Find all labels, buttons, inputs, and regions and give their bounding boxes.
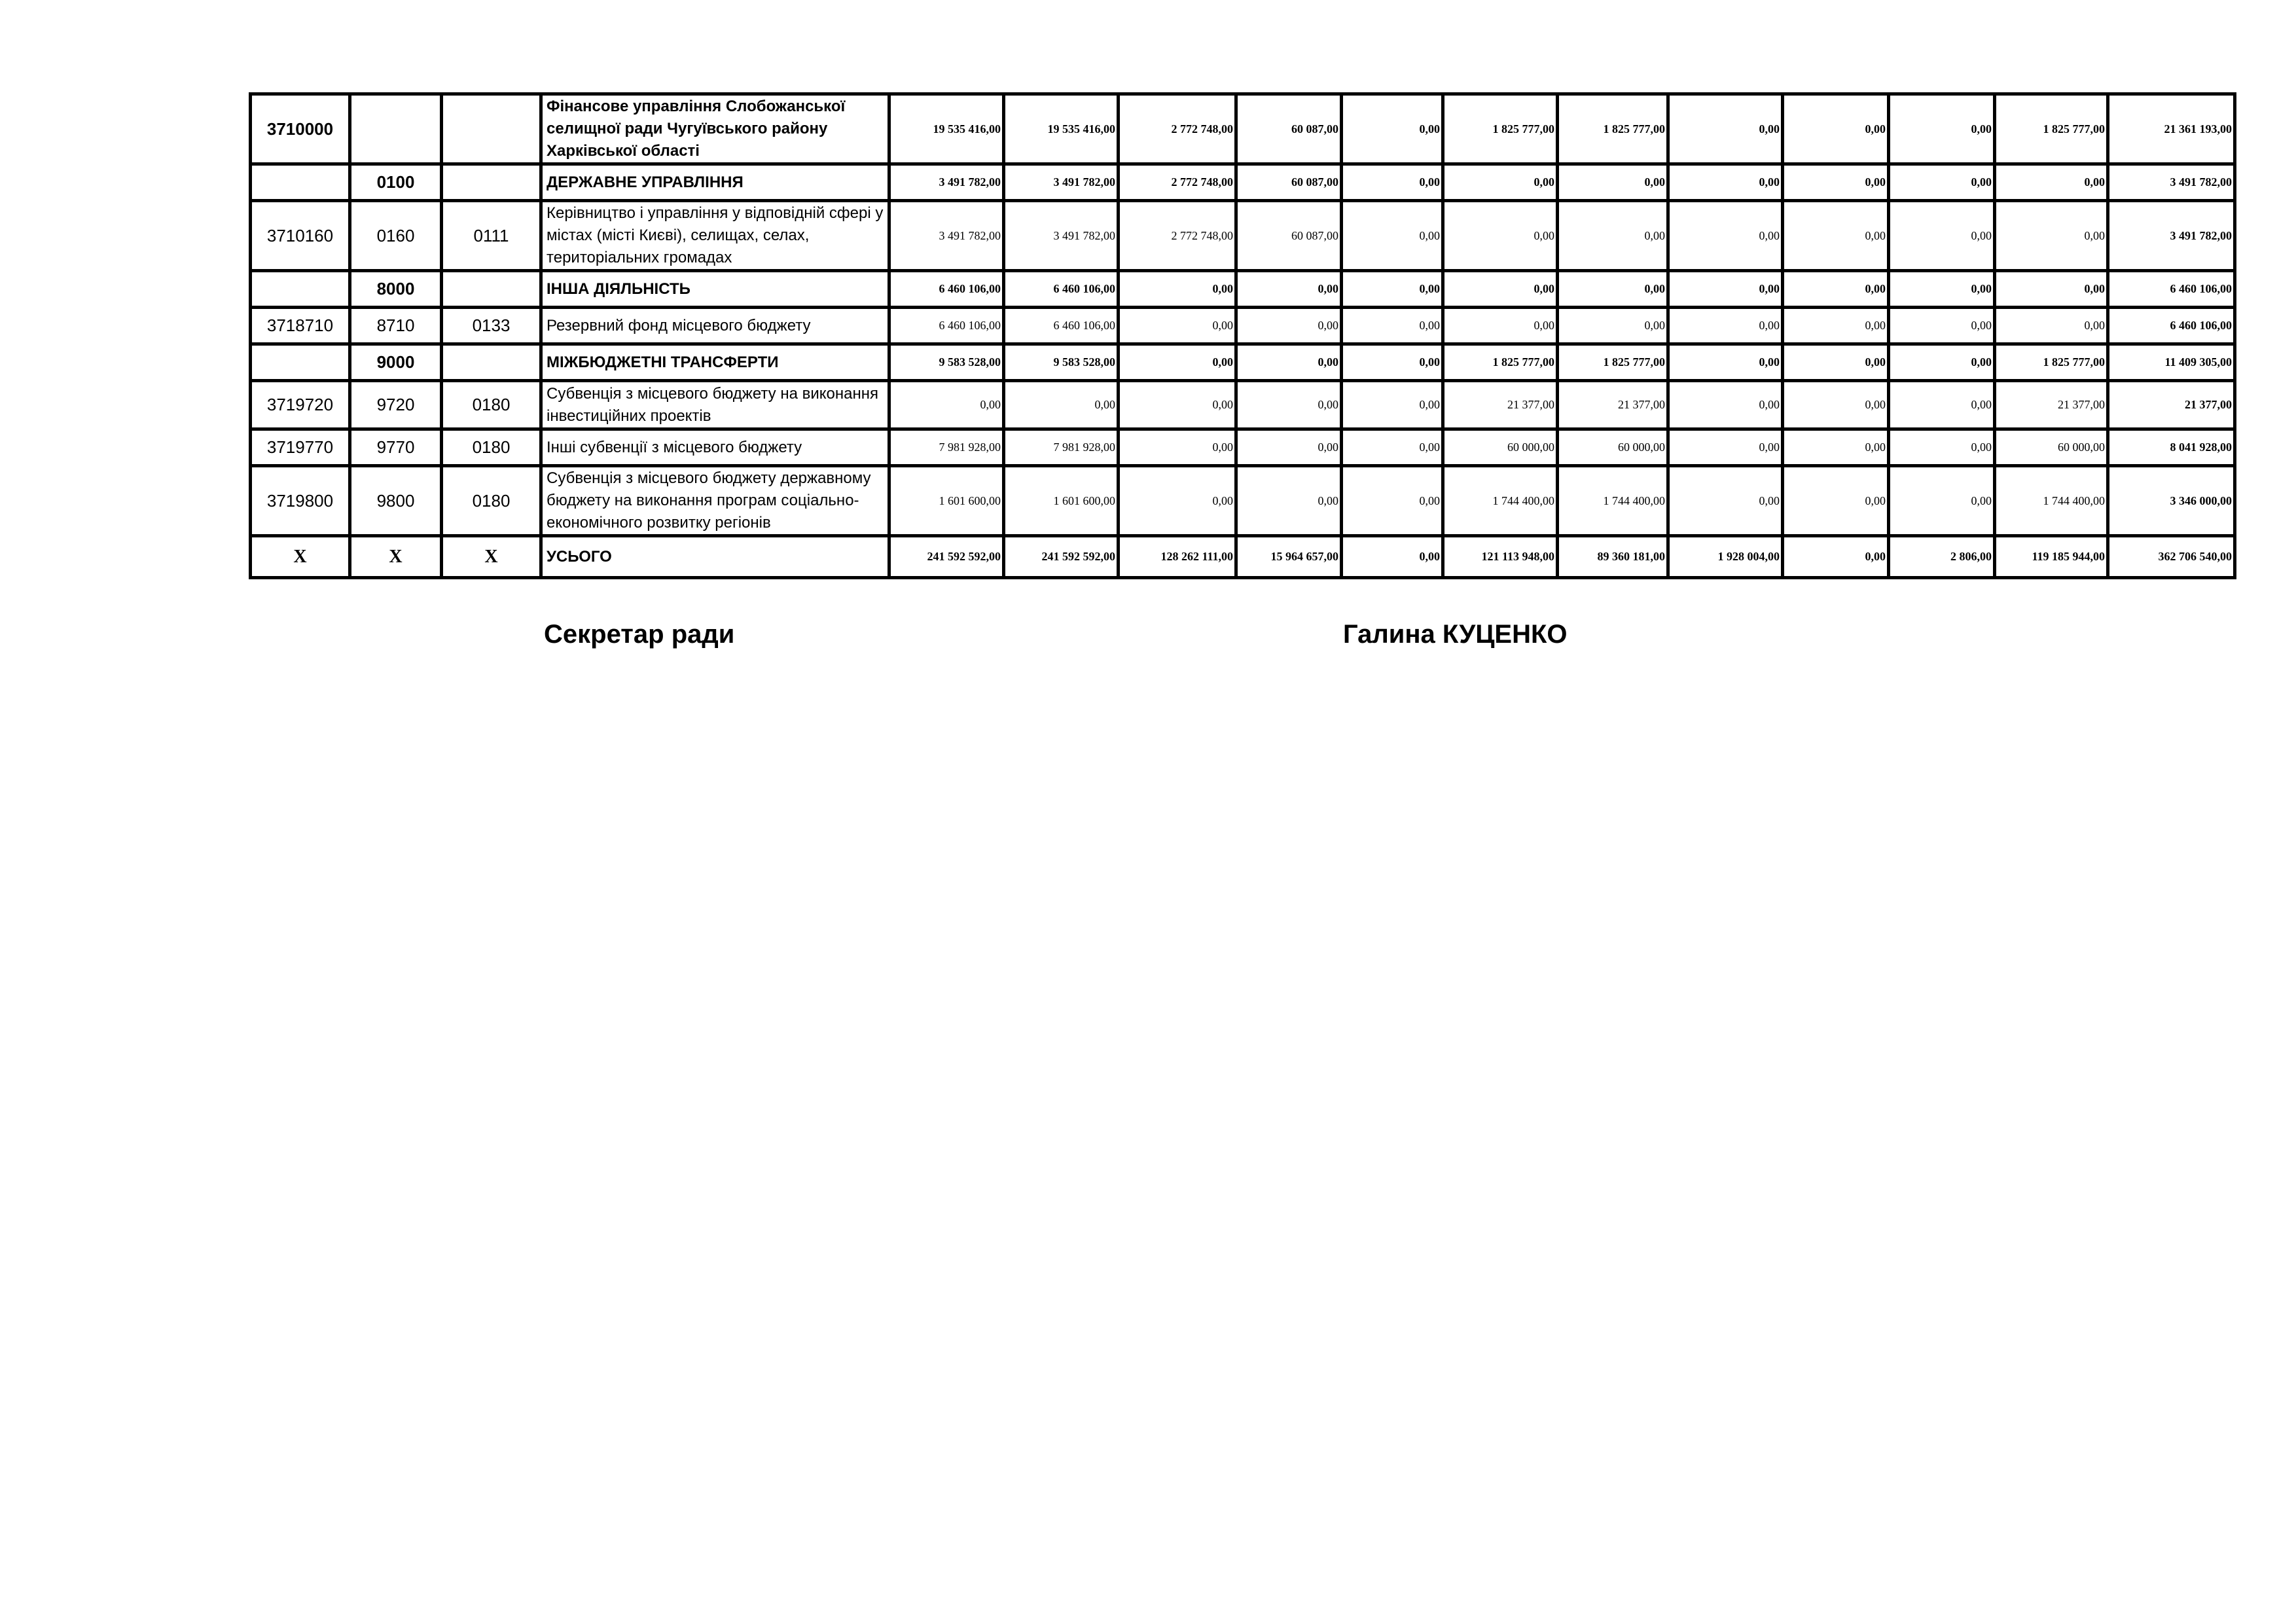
cell-value: 0,00 — [1668, 94, 1783, 164]
cell-code-1: 3719770 — [251, 429, 350, 466]
cell-value: 0,00 — [1889, 344, 1995, 381]
cell-value: 1 825 777,00 — [1443, 94, 1558, 164]
cell-value: 0,00 — [1995, 164, 2108, 201]
cell-value: 1 744 400,00 — [1443, 466, 1558, 536]
cell-value: 0,00 — [1783, 429, 1889, 466]
cell-value: 6 460 106,00 — [2108, 271, 2235, 308]
cell-name: ДЕРЖАВНЕ УПРАВЛІННЯ — [541, 164, 889, 201]
cell-value: 0,00 — [1342, 271, 1443, 308]
cell-code-3: 0180 — [442, 429, 541, 466]
cell-value: 7 981 928,00 — [889, 429, 1004, 466]
cell-value: 2 806,00 — [1889, 536, 1995, 578]
cell-value: 60 087,00 — [1236, 94, 1342, 164]
cell-value: 1 825 777,00 — [1995, 94, 2108, 164]
cell-value: 241 592 592,00 — [889, 536, 1004, 578]
cell-code-3 — [442, 94, 541, 164]
cell-name: ІНША ДІЯЛЬНІСТЬ — [541, 271, 889, 308]
cell-value: 0,00 — [1783, 94, 1889, 164]
cell-value: 2 772 748,00 — [1119, 201, 1236, 271]
cell-code-3 — [442, 164, 541, 201]
cell-value: 21 377,00 — [1558, 381, 1668, 429]
signature-name: Галина КУЦЕНКО — [1343, 620, 1568, 649]
cell-code-2: 9800 — [350, 466, 442, 536]
cell-value: 3 491 782,00 — [2108, 164, 2235, 201]
cell-value: 3 491 782,00 — [1004, 201, 1119, 271]
cell-name: Субвенція з місцевого бюджету державному бюджету на виконання програм соціально-економічного розвитку регіонів — [541, 466, 889, 536]
cell-value: 1 601 600,00 — [1004, 466, 1119, 536]
cell-value: 1 825 777,00 — [1558, 344, 1668, 381]
cell-value: 6 460 106,00 — [889, 308, 1004, 344]
cell-value: 0,00 — [1119, 308, 1236, 344]
cell-value: 3 491 782,00 — [2108, 201, 2235, 271]
cell-code-3: 0180 — [442, 381, 541, 429]
table-row — [251, 201, 2235, 271]
table-row — [251, 344, 2235, 381]
cell-value: 3 491 782,00 — [889, 201, 1004, 271]
cell-value: 0,00 — [1342, 429, 1443, 466]
cell-value: 6 460 106,00 — [1004, 271, 1119, 308]
cell-value: 0,00 — [1342, 466, 1443, 536]
cell-name: Резервний фонд місцевого бюджету — [541, 308, 889, 344]
cell-name: УСЬОГО — [541, 536, 889, 578]
cell-code-1: 3719720 — [251, 381, 350, 429]
cell-value: 0,00 — [1668, 308, 1783, 344]
table-row — [251, 536, 2235, 578]
cell-value: 241 592 592,00 — [1004, 536, 1119, 578]
cell-code-3: 0180 — [442, 466, 541, 536]
cell-name: Керівництво і управління у відповідній сфері у містах (місті Києві), селищах, селах, територіальних громадах — [541, 201, 889, 271]
cell-name: МІЖБЮДЖЕТНІ ТРАНСФЕРТИ — [541, 344, 889, 381]
cell-value: 0,00 — [1443, 308, 1558, 344]
cell-value: 0,00 — [1342, 308, 1443, 344]
cell-value: 0,00 — [1443, 201, 1558, 271]
cell-value: 0,00 — [1889, 201, 1995, 271]
cell-value: 0,00 — [1668, 164, 1783, 201]
cell-value: 0,00 — [1236, 466, 1342, 536]
cell-value: 89 360 181,00 — [1558, 536, 1668, 578]
cell-value: 0,00 — [1995, 201, 2108, 271]
cell-code-2: 8710 — [350, 308, 442, 344]
cell-value: 8 041 928,00 — [2108, 429, 2235, 466]
cell-value: 6 460 106,00 — [889, 271, 1004, 308]
cell-value: 0,00 — [1342, 201, 1443, 271]
cell-value: 0,00 — [1236, 344, 1342, 381]
cell-code-3: 0133 — [442, 308, 541, 344]
cell-value: 0,00 — [1889, 308, 1995, 344]
cell-value: 9 583 528,00 — [1004, 344, 1119, 381]
table-row — [251, 466, 2235, 536]
cell-code-2: 0160 — [350, 201, 442, 271]
cell-value: 0,00 — [1236, 429, 1342, 466]
cell-value: 19 535 416,00 — [889, 94, 1004, 164]
cell-code-1: 3719800 — [251, 466, 350, 536]
cell-value: 0,00 — [1783, 271, 1889, 308]
cell-value: 3 491 782,00 — [1004, 164, 1119, 201]
table-body — [251, 94, 2235, 578]
cell-value: 0,00 — [1443, 164, 1558, 201]
cell-value: 362 706 540,00 — [2108, 536, 2235, 578]
cell-code-1 — [251, 164, 350, 201]
cell-value: 2 772 748,00 — [1119, 94, 1236, 164]
cell-code-2: X — [350, 536, 442, 578]
cell-value: 0,00 — [1995, 308, 2108, 344]
cell-code-3 — [442, 344, 541, 381]
cell-code-1 — [251, 271, 350, 308]
cell-value: 0,00 — [1783, 201, 1889, 271]
cell-value: 1 601 600,00 — [889, 466, 1004, 536]
table-row — [251, 164, 2235, 201]
cell-value: 0,00 — [1668, 466, 1783, 536]
cell-value: 0,00 — [1443, 271, 1558, 308]
signature-title: Секретар ради — [544, 620, 735, 649]
cell-code-1: X — [251, 536, 350, 578]
cell-value: 21 361 193,00 — [2108, 94, 2235, 164]
cell-name: Субвенція з місцевого бюджету на виконання інвестиційних проектів — [541, 381, 889, 429]
cell-value: 0,00 — [1668, 429, 1783, 466]
cell-value: 19 535 416,00 — [1004, 94, 1119, 164]
cell-value: 7 981 928,00 — [1004, 429, 1119, 466]
cell-code-2 — [350, 94, 442, 164]
cell-value: 60 000,00 — [1995, 429, 2108, 466]
cell-value: 0,00 — [889, 381, 1004, 429]
cell-value: 6 460 106,00 — [1004, 308, 1119, 344]
cell-value: 0,00 — [1889, 271, 1995, 308]
cell-value: 0,00 — [1558, 164, 1668, 201]
cell-code-1 — [251, 344, 350, 381]
table-row — [251, 271, 2235, 308]
cell-value: 3 346 000,00 — [2108, 466, 2235, 536]
cell-code-3: X — [442, 536, 541, 578]
cell-value: 0,00 — [1783, 164, 1889, 201]
cell-value: 119 185 944,00 — [1995, 536, 2108, 578]
cell-code-2: 9770 — [350, 429, 442, 466]
cell-value: 0,00 — [1236, 271, 1342, 308]
cell-name: Фінансове управління Слобожанської селищної ради Чугуївського району Харківської області — [541, 94, 889, 164]
cell-code-1: 3718710 — [251, 308, 350, 344]
cell-value: 3 491 782,00 — [889, 164, 1004, 201]
cell-code-3: 0111 — [442, 201, 541, 271]
cell-value: 21 377,00 — [1995, 381, 2108, 429]
cell-value: 1 825 777,00 — [1995, 344, 2108, 381]
cell-value: 1 825 777,00 — [1443, 344, 1558, 381]
cell-value: 60 087,00 — [1236, 201, 1342, 271]
cell-value: 2 772 748,00 — [1119, 164, 1236, 201]
cell-value: 1 744 400,00 — [1558, 466, 1668, 536]
cell-value: 0,00 — [1783, 536, 1889, 578]
cell-value: 6 460 106,00 — [2108, 308, 2235, 344]
cell-code-3 — [442, 271, 541, 308]
cell-value: 0,00 — [1889, 466, 1995, 536]
cell-value: 1 825 777,00 — [1558, 94, 1668, 164]
cell-value: 0,00 — [1558, 271, 1668, 308]
cell-value: 9 583 528,00 — [889, 344, 1004, 381]
cell-value: 0,00 — [1119, 466, 1236, 536]
cell-code-1: 3710000 — [251, 94, 350, 164]
cell-value: 0,00 — [1783, 381, 1889, 429]
cell-value: 0,00 — [1236, 308, 1342, 344]
cell-value: 21 377,00 — [1443, 381, 1558, 429]
cell-code-2: 8000 — [350, 271, 442, 308]
table-row — [251, 381, 2235, 429]
cell-value: 0,00 — [1668, 344, 1783, 381]
cell-value: 0,00 — [1783, 308, 1889, 344]
cell-value: 60 000,00 — [1443, 429, 1558, 466]
cell-value: 128 262 111,00 — [1119, 536, 1236, 578]
cell-value: 0,00 — [1889, 381, 1995, 429]
cell-value: 0,00 — [1558, 201, 1668, 271]
table-row — [251, 94, 2235, 164]
cell-value: 0,00 — [1558, 308, 1668, 344]
cell-value: 0,00 — [1783, 466, 1889, 536]
table-row — [251, 308, 2235, 344]
cell-value: 0,00 — [1889, 94, 1995, 164]
cell-value: 15 964 657,00 — [1236, 536, 1342, 578]
cell-value: 60 087,00 — [1236, 164, 1342, 201]
cell-value: 60 000,00 — [1558, 429, 1668, 466]
cell-value: 0,00 — [1342, 164, 1443, 201]
cell-value: 0,00 — [1668, 201, 1783, 271]
cell-code-2: 0100 — [350, 164, 442, 201]
cell-value: 1 744 400,00 — [1995, 466, 2108, 536]
cell-value: 0,00 — [1889, 164, 1995, 201]
cell-value: 0,00 — [1342, 94, 1443, 164]
cell-value: 1 928 004,00 — [1668, 536, 1783, 578]
cell-value: 0,00 — [1995, 271, 2108, 308]
cell-value: 0,00 — [1342, 344, 1443, 381]
cell-value: 0,00 — [1889, 429, 1995, 466]
cell-value: 0,00 — [1668, 381, 1783, 429]
cell-code-2: 9000 — [350, 344, 442, 381]
cell-value: 11 409 305,00 — [2108, 344, 2235, 381]
cell-code-1: 3710160 — [251, 201, 350, 271]
cell-value: 0,00 — [1342, 536, 1443, 578]
cell-name: Інші субвенції з місцевого бюджету — [541, 429, 889, 466]
table-row — [251, 429, 2235, 466]
cell-value: 0,00 — [1004, 381, 1119, 429]
cell-value: 121 113 948,00 — [1443, 536, 1558, 578]
cell-value: 0,00 — [1236, 381, 1342, 429]
cell-value: 0,00 — [1668, 271, 1783, 308]
cell-value: 0,00 — [1119, 344, 1236, 381]
cell-code-2: 9720 — [350, 381, 442, 429]
cell-value: 0,00 — [1119, 429, 1236, 466]
cell-value: 21 377,00 — [2108, 381, 2235, 429]
cell-value: 0,00 — [1119, 271, 1236, 308]
cell-value: 0,00 — [1342, 381, 1443, 429]
cell-value: 0,00 — [1783, 344, 1889, 381]
cell-value: 0,00 — [1119, 381, 1236, 429]
budget-table — [249, 92, 2236, 579]
